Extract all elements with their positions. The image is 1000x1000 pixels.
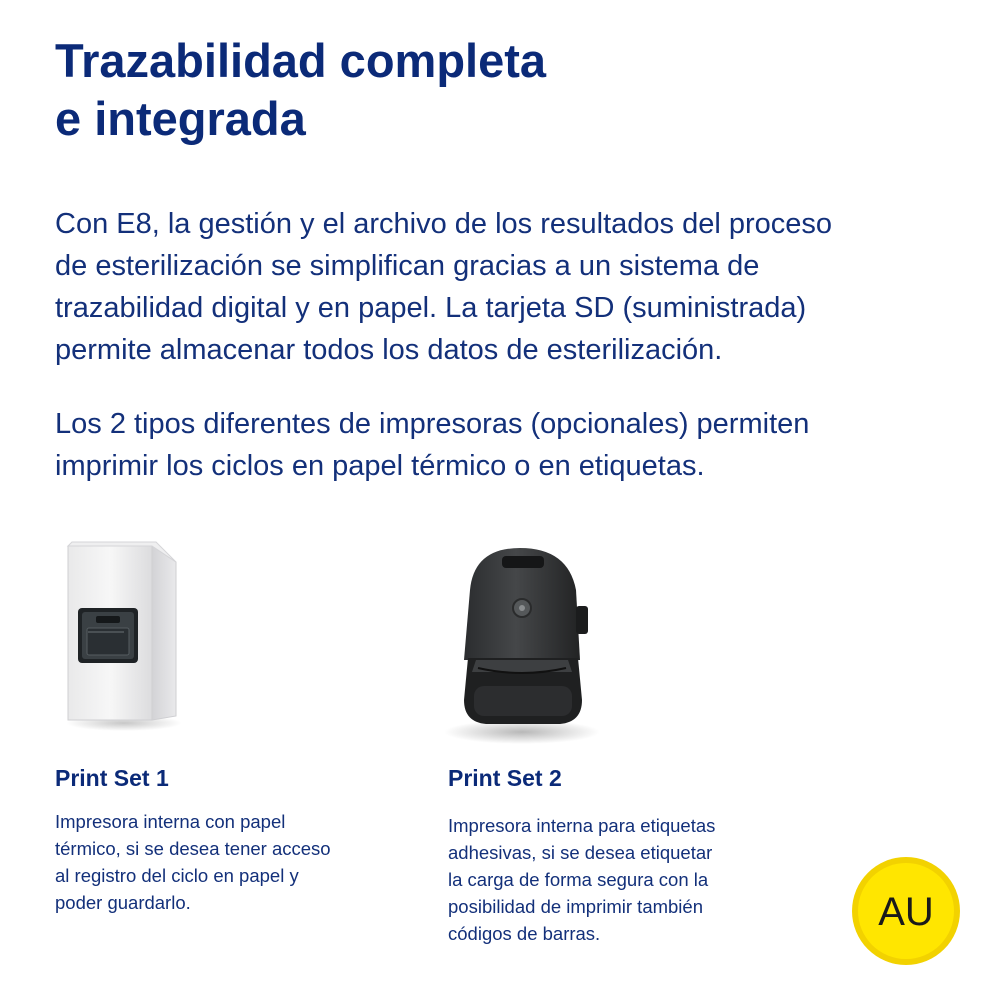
description-line: térmico, si se desea tener acceso [55,838,331,859]
print-set-1-description [55,808,405,916]
title-line-2: e integrada [55,92,306,145]
description-line: Impresora interna con papel [55,811,286,832]
intro-line: Con E8, la gestión y el archivo de los resultados del proceso [55,208,832,240]
description-line: poder guardarlo. [55,892,191,913]
description-line: códigos de barras. [448,923,601,944]
page-title [55,32,935,148]
intro-line: permite almacenar todos los datos de esterilización. [55,334,723,366]
description-line: la carga de forma segura con la [448,869,709,890]
print-set-2-title: Print Set 2 [448,765,562,791]
intro-line: trazabilidad digital y en papel. La tarjeta SD (suministrada) [55,292,807,324]
print-set-1-title: Print Set 1 [55,765,169,791]
print-set-2-image [440,540,610,750]
printers-line: Los 2 tipos diferentes de impresoras (opcionales) permiten [55,408,810,440]
description-line: Impresora interna para etiquetas [448,815,716,836]
printers-paragraph [55,403,955,487]
intro-paragraph [55,203,955,371]
printers-line: imprimir los ciclos en papel térmico o en etiquetas. [55,450,705,482]
intro-line: de esterilización se simplifican gracias a un sistema de [55,250,760,282]
print-set-2-description [448,812,798,947]
print-set-1-image [60,540,185,735]
logo-text: AU [878,890,934,934]
title-line-1: Trazabilidad completa [55,34,547,87]
description-line: al registro del ciclo en papel y [55,865,299,886]
description-line: adhesivas, si se desea etiquetar [448,842,713,863]
description-line: posibilidad de imprimir también [448,896,703,917]
au-logo [850,855,962,967]
